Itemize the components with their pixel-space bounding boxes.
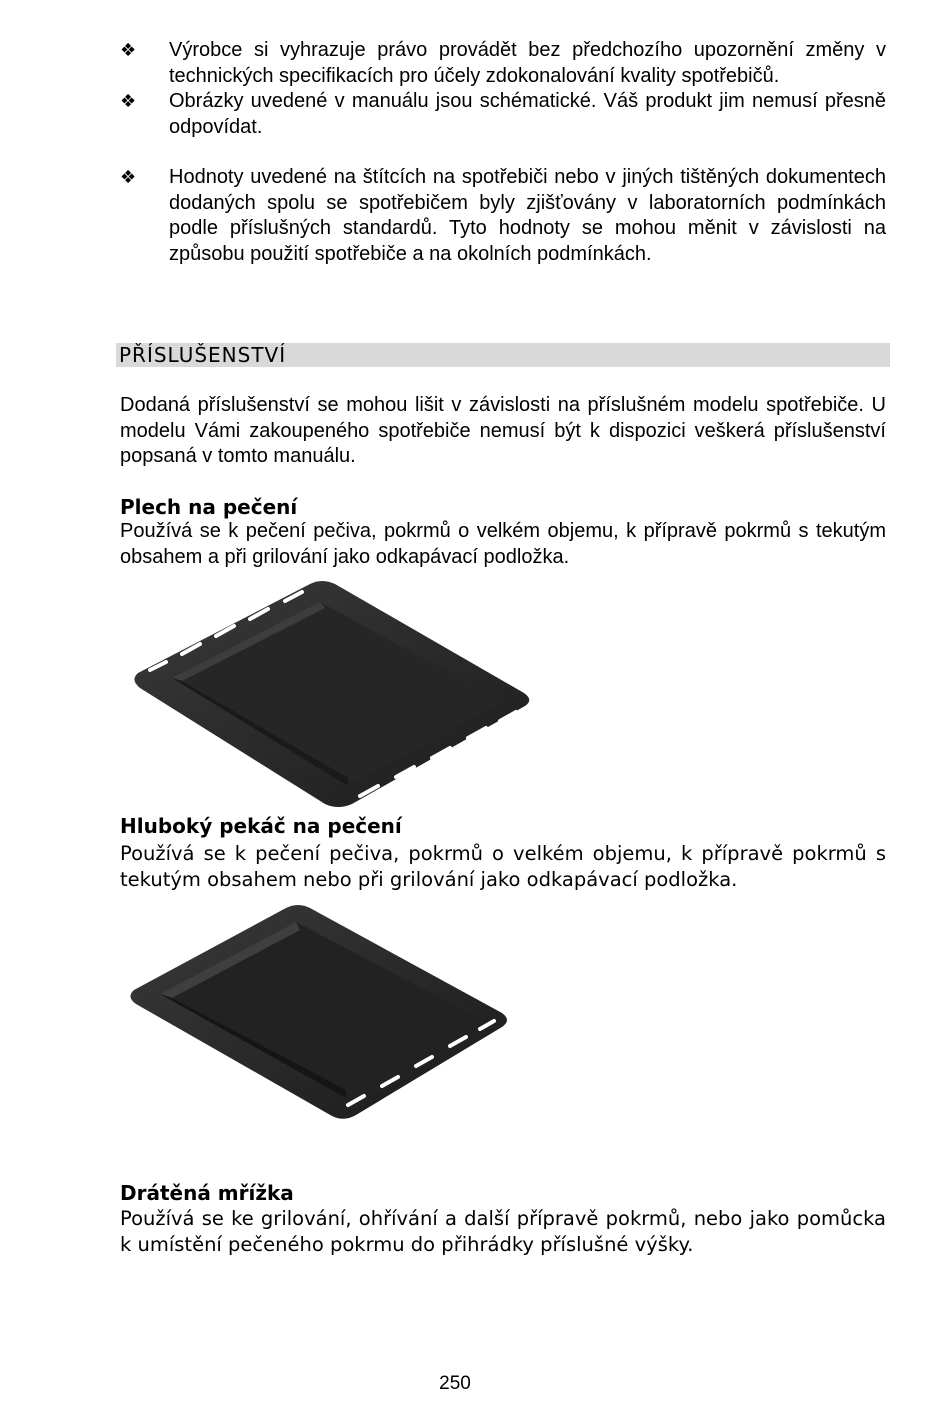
bullet-text: Obrázky uvedené v manuálu jsou schématické. Váš produkt jim nemusí přesně odpovídat. xyxy=(169,90,886,138)
deep-tray-image xyxy=(120,902,520,1122)
accessory-title-deep-tray: Hluboký pekáč na pečení xyxy=(120,814,402,838)
bullet-text: Výrobce si vyhrazuje právo provádět bez předchozího upozornění změny v technických specifikacích pro účely zdokonalování kvality spotřebičů. xyxy=(169,39,886,87)
accessory-description-wire-rack: Používá se ke grilování, ohřívání a další přípravě pokrmů, nebo jako pomůcka k umístění pečeného pokrmu do přihrádky příslušné výšky. xyxy=(120,1207,886,1256)
section-header-bar xyxy=(116,343,890,367)
bullet-diamond-icon: ❖ xyxy=(120,40,137,61)
section-intro: Dodaná příslušenství se mohou lišit v závislosti na příslušném modelu spotřebiče. U modelu Vámi zakoupeného spotřebiče nemusí být k dispozici veškerá příslušenství popsaná v tomto manuálu. xyxy=(120,394,886,467)
accessory-title-baking-tray: Plech na pečení xyxy=(120,495,298,519)
bullet-diamond-icon: ❖ xyxy=(120,91,137,112)
bullet-diamond-icon: ❖ xyxy=(120,167,137,188)
accessory-title-wire-rack: Drátěná mřížka xyxy=(120,1181,294,1205)
accessory-description-baking-tray: Používá se k pečení pečiva, pokrmů o velkém objemu, k přípravě pokrmů s tekutým obsahem a při grilování jako odkapávací podložka. xyxy=(120,520,886,568)
accessory-description-deep-tray: Používá se k pečení pečiva, pokrmů o velkém objemu, k přípravě pokrmů s tekutým obsahem nebo při grilování jako odkapávací podložka. xyxy=(120,842,886,891)
baking-tray-image xyxy=(120,578,540,813)
page-number: 250 xyxy=(439,1373,471,1394)
bullet-text: Hodnoty uvedené na štítcích na spotřebiči nebo v jiných tištěných dokumentech dodaných spolu se spotřebičem byly zjišťovány v laboratorních podmínkách podle příslušných standardů. Tyto hodnoty se mohou měnit v závislosti na způsobu použití spotřebiče a na okolních podmínkách. xyxy=(169,166,886,265)
section-title: PŘÍSLUŠENSTVÍ xyxy=(119,343,287,367)
